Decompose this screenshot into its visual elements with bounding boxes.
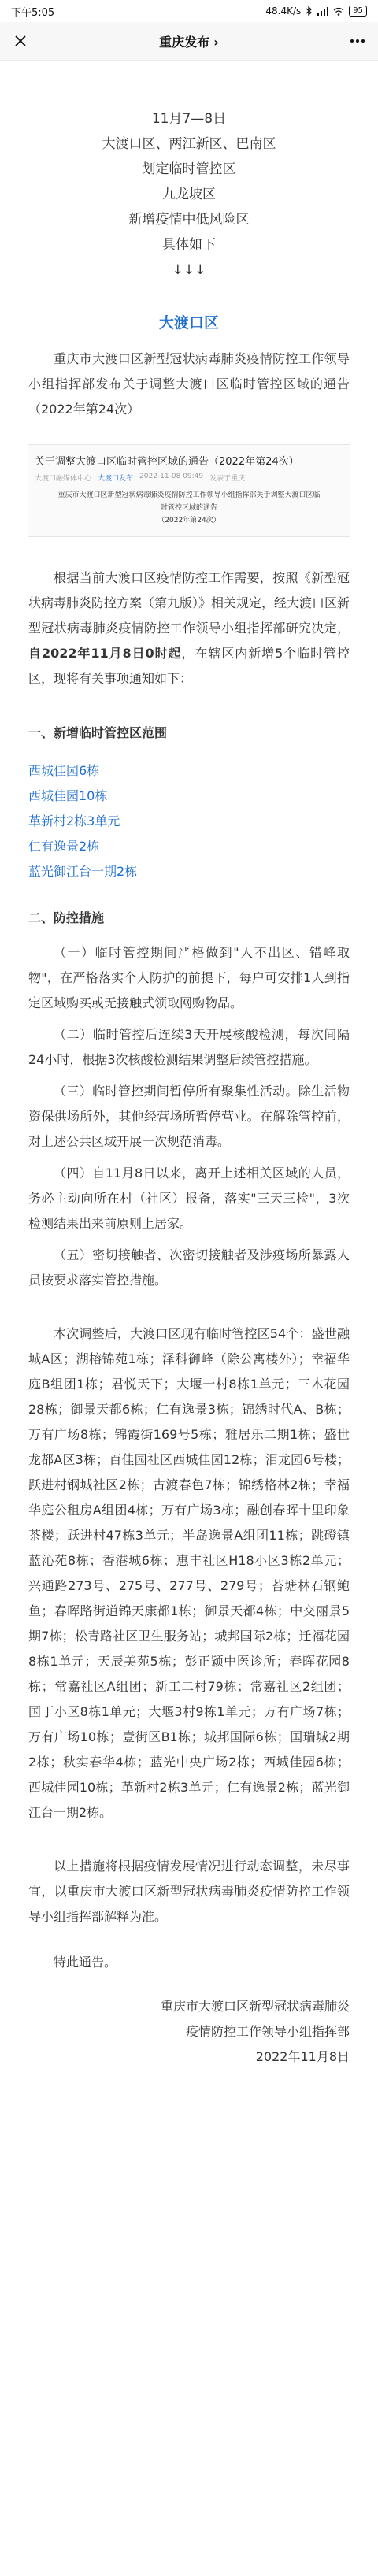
headline-line: 具体如下 — [162, 237, 216, 253]
close-icon — [14, 35, 27, 47]
close-button[interactable] — [9, 30, 32, 52]
signal-icon — [317, 7, 328, 16]
decision-text-end: ，在辖区内新增5个临时管控区，现将有关事项通知如下： — [28, 646, 350, 686]
decision-effective-time: 自2022年11月8日0时起 — [28, 646, 182, 661]
nav-bar — [0, 22, 378, 61]
wifi-icon — [333, 7, 344, 16]
status-bar — [0, 0, 378, 22]
signature-date: 2022年11月8日 — [255, 2049, 350, 2064]
measure-item: （五）密切接触者、次密切接触者及涉疫场所暴露人员按要求落实管控措施。 — [28, 1247, 350, 1288]
embedded-meta — [35, 473, 343, 483]
embedded-notice-image — [28, 444, 350, 537]
embedded-account: 大渡口发布 — [98, 475, 134, 483]
subheading-measures: 二、防控措施 — [28, 910, 105, 925]
embedded-body-line: （2022年第24次） — [158, 517, 220, 524]
headline-line: 划定临时管控区 — [142, 161, 236, 177]
closing-paragraph: 以上措施将根据疫情发展情况进行动态调整，未尽事宜，以重庆市大渡口区新型冠状病毒肺炎疫情防控工作领导小组指挥部解释为准。 — [28, 1859, 350, 1924]
nav-title: 重庆发布 — [159, 34, 210, 50]
measure-item: （三）临时管控期间暂停所有聚集性活动。除生活物资保供场所外，其他经营场所暂停营业。在解除管控前，对上述公共区域开展一次规范消毒。 — [28, 1084, 350, 1149]
status-time: 下午5:05 — [11, 6, 55, 19]
embedded-title: 关于调整大渡口区临时管控区域的通告（2022年第24次） — [35, 456, 299, 468]
headline-line: 11月7—8日 — [151, 111, 227, 127]
battery-indicator: 95 — [349, 6, 367, 17]
headline-line: 大渡口区、两江新区、巴南区 — [102, 136, 276, 152]
embedded-place: 发表于重庆 — [209, 475, 246, 483]
new-areas-list — [28, 758, 350, 884]
intro-paragraph: 重庆市大渡口区新型冠状病毒肺炎疫情防控工作领导小组指挥部发布关于调整大渡口区临时管控区域的通告（2022年第24次） — [28, 351, 350, 417]
headline-line: 九龙坡区 — [162, 187, 216, 202]
current-areas-paragraph: 本次调整后，大渡口区现有临时管控区54个：盛世融城A区；湖榕锦苑1栋；泽科御峰（除公寓楼外）；幸福华庭B组团1栋；君悦天下；大堰一村8栋1单元；三木花园28栋；御景天都6栋；仁有逸景3栋；锦绣时代A、B栋；万有广场8栋；锦霞街169号5栋；雅居乐二期1栋；盛世龙都A区3栋；百佳园社区西城佳园12栋；泪龙园6号楼；跃进村钢城社区2栋；古渡春色7栋；锦绣格林2栋；幸福华庭公租房A组团4栋；万有广场3栋；融创春晖十里印象茶楼；跃进村47栋3单元；半岛逸景A组团11栋；跳磴镇蓝沁苑8栋；香港城6栋；惠丰社区H18小区3栋2单元；兴通路273号、275号、277号、279号；苔塘林石钢鲍鱼；春晖路街道锦天康都1栋；御景天都4栋；中交丽景5期7栋；松青路社区卫生服务站；城邦国际2栋；迁福花园8栋1单元；天辰美苑5栋；彭正颖中医诊所；春晖花园8栋；常嘉社区A组团；新工二村79栋；常嘉社区2组团；国丁小区8栋1单元；大堰3村9栋1单元；万有广场7栋；万有广场10栋；壹街区B1栋；城邦国际6栋；国瑞城2期2栋；秋实春华4栋；蓝光中央广场2栋；西城佳园6栋；西城佳园10栋；革新村2栋3单元；仁有逸景2栋；蓝光御江台一期2栋。 — [28, 1326, 350, 1820]
embedded-body-line: 重庆市大渡口区新型冠状病毒肺炎疫情防控工作领导小组指挥部关于调整大渡口区临 — [57, 491, 321, 499]
decision-text: 根据当前大渡口区疫情防控工作需要，按照《新型冠状病毒肺炎防控方案（第九版）》相关规定，经大渡口区新型冠状病毒肺炎疫情防控工作领导小组指挥部研究决定， — [28, 570, 350, 636]
headline — [28, 106, 350, 283]
measures-list — [28, 940, 350, 1293]
new-area-item: 革新村2栋3单元 — [28, 814, 120, 828]
signature-org: 疫情防控工作领导小组指挥部 — [185, 2024, 350, 2039]
embedded-body — [35, 489, 343, 527]
more-icon — [350, 39, 365, 43]
signature-block — [28, 1994, 350, 2070]
measure-item: （一）临时管控期间严格做到"人不出区、错峰取物"，在严格落实个人防护的前提下，每户可安排1人到指定区域购买或无接触式领取网购物品。 — [28, 945, 350, 1010]
headline-line: 新增疫情中低风险区 — [128, 212, 250, 228]
signature-org: 重庆市大渡口区新型冠状病毒肺炎 — [160, 1999, 350, 2014]
embedded-source: 大渡口融媒体中心 — [35, 475, 92, 483]
new-area-item: 西城佳园10栋 — [28, 788, 108, 803]
new-area-item: 西城佳园6栋 — [28, 763, 100, 778]
new-area-item: 仁有逸景2栋 — [28, 839, 100, 854]
subheading-new-areas: 一、新增临时管控区范围 — [28, 725, 168, 740]
chevron-right-icon: › — [213, 34, 219, 50]
embedded-time: 2022-11-08 09:49 — [139, 473, 204, 480]
status-indicators — [265, 6, 367, 17]
measure-item: （二）临时管控后连续3天开展核酸检测，每次间隔24小时，根据3次核酸检测结果调整后续管控措施。 — [28, 1027, 350, 1067]
more-button[interactable] — [346, 30, 369, 52]
measure-item: （四）自11月8日以来，离开上述相关区域的人员，务必主动向所在村（社区）报备，落实"三天三检"，3次检测结果出来前原则上居家。 — [28, 1166, 350, 1231]
network-speed: 48.4K/s — [265, 6, 302, 17]
notice-line: 特此通告。 — [54, 1955, 117, 1970]
article-body — [0, 106, 378, 2070]
embedded-body-line: 时管控区域的通告 — [160, 504, 217, 512]
new-area-item: 蓝光御江台一期2栋 — [28, 864, 138, 879]
nav-title-group[interactable] — [159, 32, 219, 50]
headline-arrows: ↓↓↓ — [172, 262, 206, 278]
bluetooth-icon — [306, 6, 313, 16]
decision-paragraph — [28, 565, 350, 691]
section-title: 大渡口区 — [158, 314, 219, 332]
